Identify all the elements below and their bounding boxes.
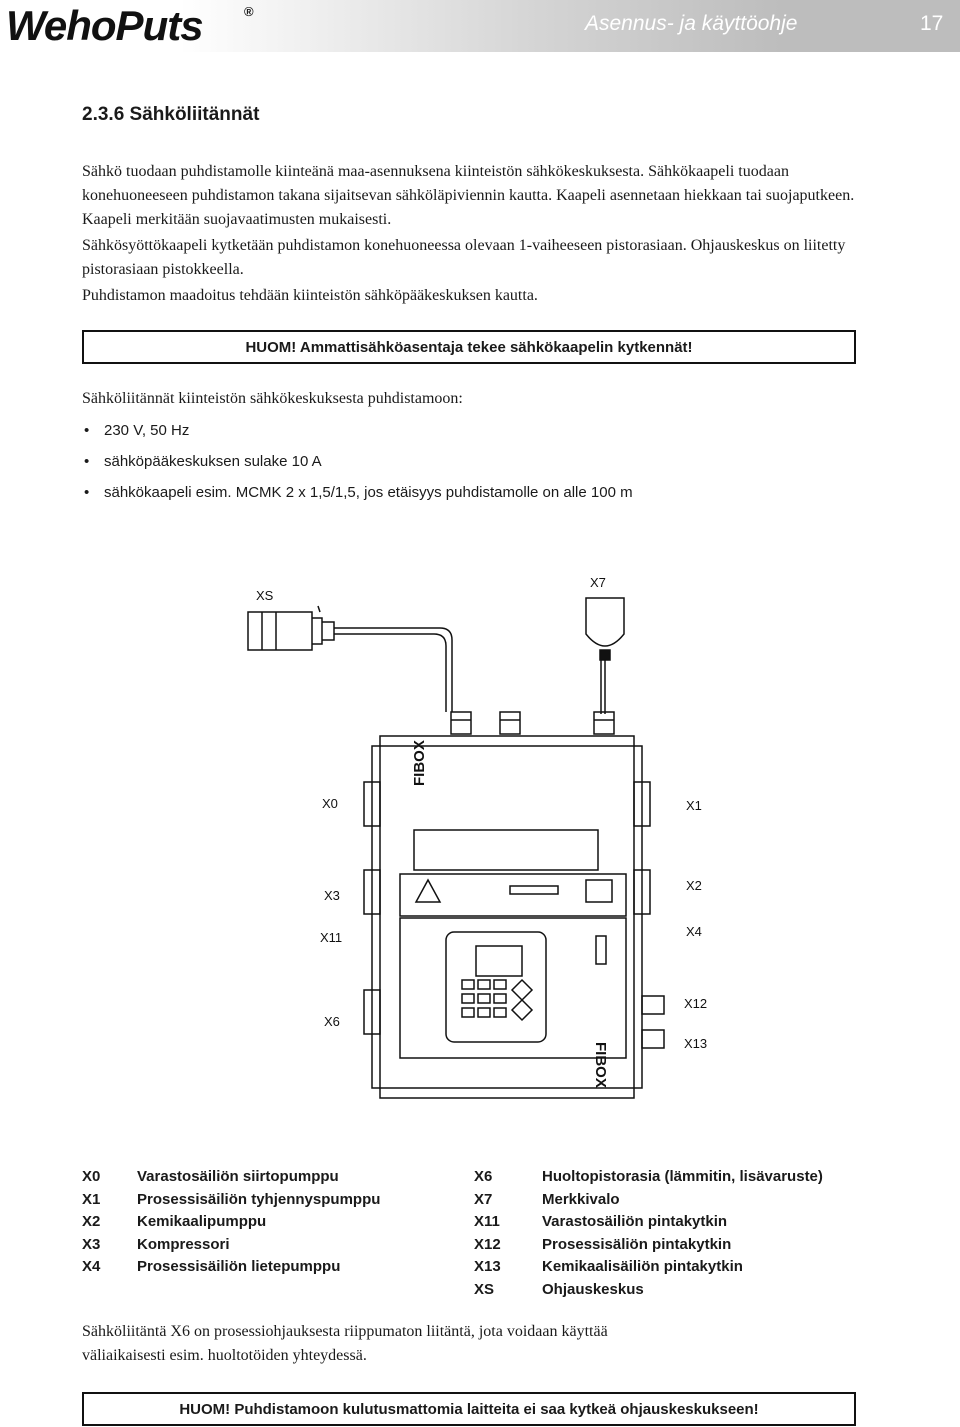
spec-item [82,449,633,480]
paragraph-supply: Sähkösyöttökaapeli kytketään puhdistamon konehuoneessa olevaan 1-vaiheeseen pistorasiaan. Ohjauskeskus on liitetty pistorasiaan pistokkeella. [82,237,846,278]
legend-row [474,1211,823,1234]
header-band [0,0,960,52]
top-glands [451,712,614,734]
legend-left [82,1166,380,1279]
notice-text: HUOM! Ammattisähköasentaja tekee sähkökaapelin kytkennät! [245,339,693,356]
notice-box [82,330,856,364]
legend-code: X7 [474,1190,493,1208]
legend-desc: Merkkivalo [542,1190,620,1208]
x7-lamp-icon [586,598,624,714]
enclosure-inner [372,746,642,1088]
page-number: 17 [920,12,944,35]
legend-code: XS [474,1280,495,1298]
top-window [414,830,598,870]
footer-notice-text: HUOM! Puhdistamoon kulutusmattomia laitteita ei saa kytkeä ohjauskeskukseen! [179,1401,759,1418]
legend-desc: Kemikaalisäiliön pintakytkin [542,1258,743,1275]
label-x0: X0 [322,796,338,811]
legend-row [82,1166,380,1189]
legend-desc: Prosessisäliön pintakytkin [542,1235,732,1253]
legend-code: X4 [82,1258,101,1275]
legend-desc: Huoltopistorasia (lämmitin, lisävaruste) [542,1168,823,1185]
document-title: Asennus- ja käyttöohje [585,12,798,35]
legend-row [82,1189,380,1212]
bullet-icon: • [84,453,90,470]
label-x3: X3 [324,888,340,903]
xs-cable [334,628,452,712]
label-xs: XS [256,588,274,603]
legend-desc: Varastosäiliön pintakytkin [542,1213,728,1230]
legend-right [474,1166,823,1301]
fibox-bottom-label: FIBOX [592,1042,609,1088]
footer-notice-box [82,1392,856,1426]
legend-code: X1 [82,1190,101,1208]
label-x2: X2 [686,878,702,893]
warning-triangle-icon [416,880,440,902]
legend-desc: Prosessisäiliön lietepumppu [137,1258,341,1275]
legend-row [474,1166,823,1189]
legend-row [474,1279,823,1302]
legend-row [474,1256,823,1279]
brand-logo: WehoPuts [6,2,203,49]
legend-desc: Kemikaalipumppu [137,1213,267,1230]
legend-row [474,1234,823,1257]
section-title: 2.3.6 Sähköliitännät [82,104,260,125]
label-x11: X11 [320,930,343,945]
legend-code: X11 [474,1213,500,1230]
legend-row [82,1256,380,1279]
paragraph-intro: Sähkö tuodaan puhdistamolle kiinteänä maa-asennuksena kiinteistön sähkökeskuksesta. Sähkökaapeli tuodaan konehuoneeseen puhdistamon takana sijaitsevan sähköläpiviennin kautta. Kaapeli asennetaan hiekkaan tai suojaputkeen. Kaapeli merkitään suojavaatimusten mukaisesti. [82,163,855,228]
legend-code: X6 [474,1168,493,1185]
paragraph-grounding: Puhdistamon maadoitus tehdään kiinteistön sähköpääkeskuksen kautta. [82,287,538,304]
label-x7: X7 [590,575,606,590]
xs-plug-icon [248,606,334,650]
legend-row [82,1211,380,1234]
legend-code: X2 [82,1213,101,1230]
spec-item [82,480,633,511]
legend-code: X12 [474,1235,501,1253]
spec-text: sähkökaapeli esim. MCMK 2 x 1,5/1,5, jos etäisyys puhdistamolle on alle 100 m [104,484,633,501]
legend-code: X13 [474,1258,501,1275]
legend-desc: Prosessisäiliön tyhjennyspumppu [137,1190,381,1208]
spec-text: sähköpääkeskuksen sulake 10 A [104,453,322,470]
label-x4: X4 [686,924,702,939]
label-x13: X13 [684,1036,708,1051]
legend-row [82,1234,380,1257]
registered-mark: ® [244,4,254,19]
label-x1: X1 [686,798,702,813]
legend-desc: Ohjauskeskus [542,1280,644,1298]
spec-intro: Sähköliitännät kiinteistön sähkökeskuksesta puhdistamoon: [82,390,463,407]
legend-code: X0 [82,1168,101,1185]
legend-code: X3 [82,1235,101,1253]
label-x6: X6 [324,1014,340,1029]
bullet-icon: • [84,422,90,439]
spec-item [82,418,633,449]
spec-list [82,418,633,511]
legend-desc: Kompressori [137,1235,230,1253]
keypad-icon [462,980,532,1020]
bullet-icon: • [84,484,90,501]
fibox-top-label: FIBOX [411,740,428,786]
footer-paragraph: Sähköliitäntä X6 on prosessiohjauksesta riippumaton liitäntä, jota voidaan käyttää väliaikaisesti esim. huoltotöiden yhteydessä. [82,1323,608,1364]
label-x12: X12 [684,996,708,1011]
spec-text: 230 V, 50 Hz [104,422,190,439]
legend-desc: Varastosäiliön siirtopumppu [137,1168,339,1185]
electrical-box-diagram [0,560,960,1140]
legend-row [474,1189,823,1212]
